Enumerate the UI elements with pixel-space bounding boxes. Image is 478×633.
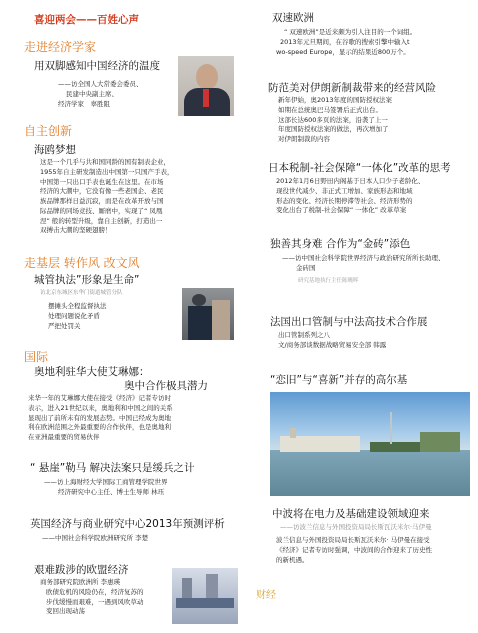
section-economist: 走进经济学家 (24, 40, 97, 54)
headline-brics[interactable]: 独善其身难 合作为“金砖”添色 (270, 238, 411, 250)
headline-seagull[interactable]: 海鸥梦想 (34, 144, 76, 156)
headline-gorky[interactable]: “恋旧”与“喜新”并存的高尔基 (270, 374, 408, 386)
headline-poland-power[interactable]: 中波将在电力及基础建设领域迎来 (272, 508, 430, 520)
headline-city-management[interactable]: 城管执法”形象是生命” (34, 274, 140, 286)
headline-austria-2[interactable]: 奥中合作极具潜力 (124, 380, 208, 392)
headline-japan-tax[interactable]: 日本税制-社会保障“一体化”改革的思考 (268, 162, 451, 174)
body-poland-power: 波兰信息与外国投资局局长斯瓦沃米尔· 马伊曼在接受 《经济》记者专访时强调，中波间的合作迎来了历史性 的新机遇。 (276, 536, 432, 564)
section-finance: 财经 (256, 590, 276, 601)
body-city-management: 摆摊头全程监督执法 处理问题说化矛盾 严把处罚关 (48, 302, 107, 330)
subnote-city-management: 访北京东城区东华门街道城管分队 (40, 290, 123, 296)
headline-cliff[interactable]: “ 悬崖”勒马 解决法案只是缓兵之计 (30, 462, 195, 474)
section-innovation: 自主创新 (24, 124, 73, 138)
byline-economist: ——访全国人大常委会委员、 民建中央副主席、 经济学家 辜胜阻 (58, 80, 143, 108)
byline-uk-forecast: ——中国社会科学院欧洲研究所 李楚 (42, 534, 149, 542)
body-two-speed-europe: “ 双速欧洲”是近来颇为引人注目的一个词组。 2013年元旦期间，在谷歌的搜索引擎中输入t wo-speed Europe，显示的结果近800万个。 (276, 28, 417, 56)
banner-title: 喜迎两会——百姓心声 (34, 14, 139, 26)
body-eu-economy: 商务部研究院欧洲所 李惠瑛 欧债危机的风险仍在，经济复苏的 步伐缓慢而艰难，一遇到风吹草动 变回出现动荡 (40, 578, 144, 616)
headline-uk-forecast[interactable]: 英国经济与商业研究中心2013年预测评析 (30, 518, 225, 530)
city-management-photo (182, 288, 234, 340)
byline-cliff: ——访上海财经大学国际工商管理学院世界 经济研究中心主任、博士生导师 林珏 (44, 478, 168, 496)
body-seagull: 这是一个几乎与共和国同龄的国有制表企业， 1955年自主研发制造出中国第一只国产手表， 中国第一只出口手表也诞生在这里。在市场 经济的大潮中，它没有像一些老国企、老民 族品牌那样日益沉寂，而是在改革开放与国 际品牌的同场竞技、厮磨中，实现了“ 凤凰 涅” 般的转型升级，靠自主创新，打造出一 双搏击大潮的坚硬翅膀！ (40, 158, 174, 235)
headline-iran-sanctions[interactable]: 防范美对伊朗新制裁带来的经营风险 (268, 82, 436, 94)
headline-economist[interactable]: 用双脚感知中国经济的温度 (34, 60, 160, 72)
faint-brics: 研究基地执行主任陈曉晖 (298, 278, 359, 284)
headline-eu-economy[interactable]: 艰难跋涉的欧盟经济 (34, 564, 129, 576)
body-austria: 来华一年的艾琳娜大使在接受《经济》记者专访时 表示，进入21世纪以来，奥地利和中国之间的关系 显现出了前所未有的发展态势。中国已经成为奥地 利在欧洲范围之外最重要的合作伙伴，也是奥地利 在亚洲最重要的贸易伙伴 (28, 394, 173, 441)
section-grassroots: 走基层 转作风 改文风 (24, 256, 140, 270)
byline-poland-power: ——访波兰信息与外国投资局局长斯瓦沃米尔·马伊曼 (280, 523, 432, 531)
section-international: 国际 (24, 350, 49, 364)
eu-economy-photo (172, 568, 238, 624)
byline-france-export: 出口管制系列之八 文/商务部谈数据战略贸易安全部 韩露 (278, 331, 387, 349)
byline-brics: ——访中国社会科学院世界经济与政治研究所所长助理、 金砖国 (282, 254, 445, 272)
body-japan-tax: 2012年1月6日野田内阁基于日本人口少子老龄化、 现役世代减少、非正式工增加、家族形态和地域 形态的变化、经济长期停滞等社会、经济形势的 变化出台了税制-社会保障“ 一体化” 改革草案 (276, 177, 425, 215)
headline-austria-1[interactable]: 奥地利驻华大使艾琳娜： (34, 366, 150, 378)
body-iran-sanctions: 新年伊始，奥2013年度的国防授权法案 如期在总统奥巴马签署后正式出台。 这部长达600多页的法案，沿袭了上一 年度国防授权法案的做法，再次增加了 对伊朗制裁的内容 (278, 96, 393, 143)
headline-two-speed-europe[interactable]: 双速欧洲 (272, 12, 314, 24)
headline-france-export[interactable]: 法国出口管制与中法高技术合作展 (270, 316, 428, 328)
gorky-city-photo (270, 392, 470, 496)
economist-portrait (178, 56, 234, 116)
